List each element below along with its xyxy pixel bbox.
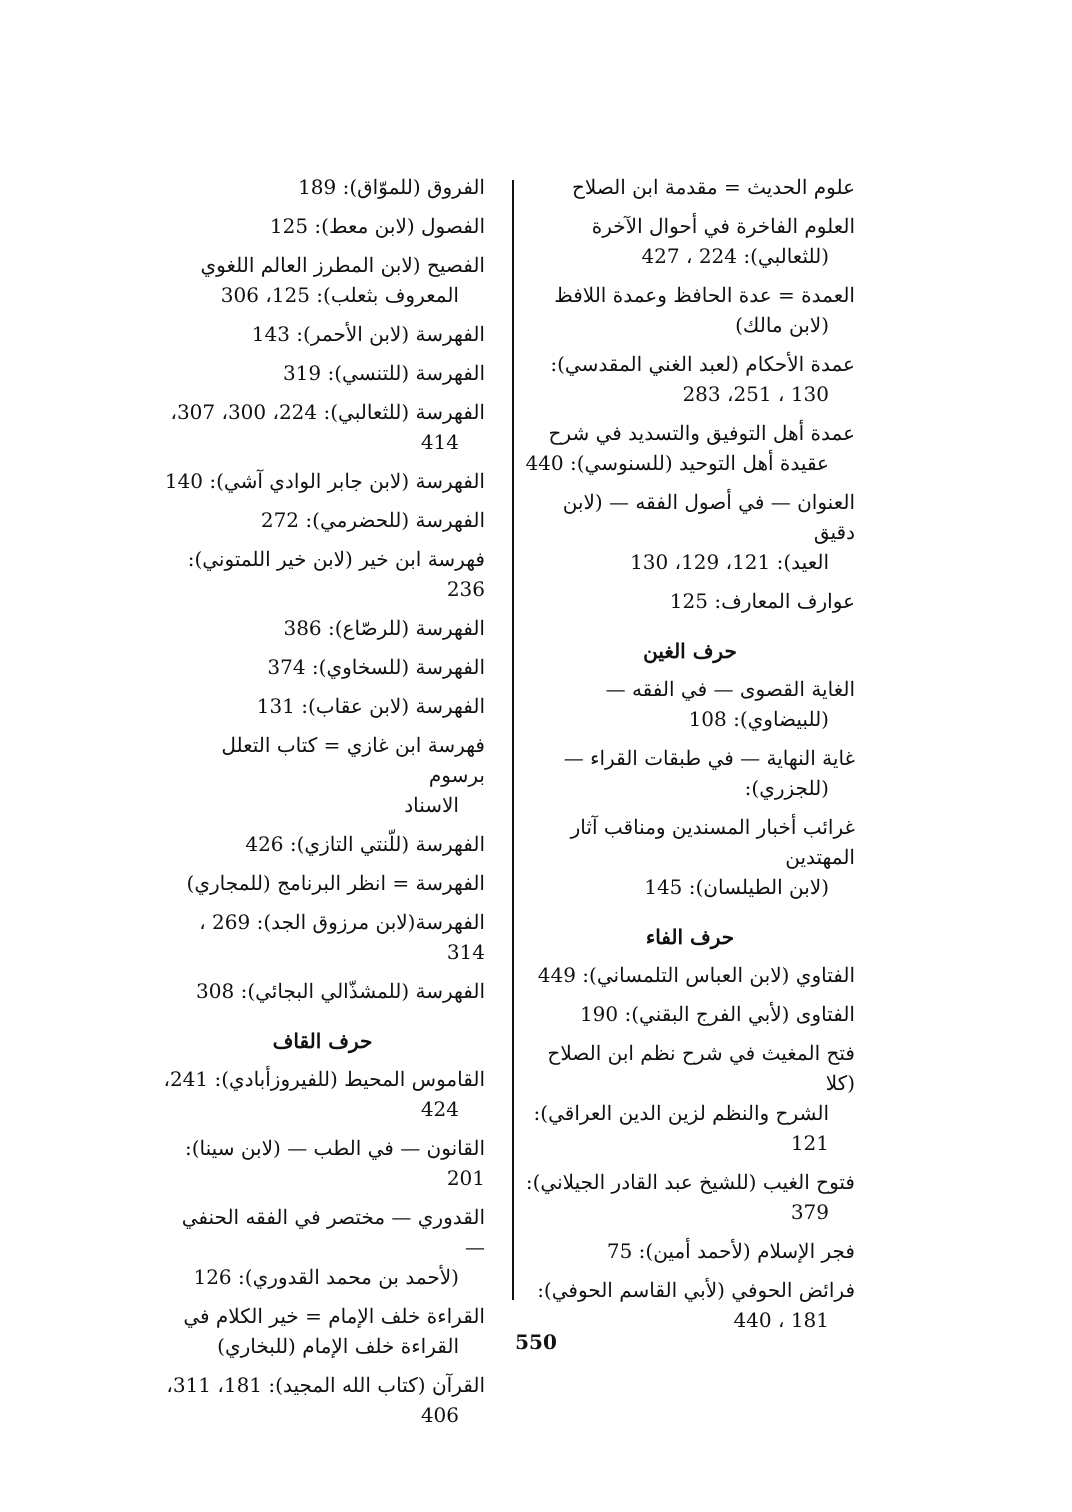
entry-title: الفروق (للموّاق): 189	[298, 175, 485, 199]
entry-title: الفهرسة = انظر البرنامج (للمجاري)	[186, 871, 485, 895]
index-entry	[525, 1038, 855, 1158]
entry-continuation: المعروف بثعلب): 125، 306	[220, 283, 459, 307]
entry-title: الفهرسة (لابن الأحمر): 143	[251, 322, 485, 346]
entry-continuation: (للجزري):	[744, 776, 829, 800]
index-entry	[525, 418, 855, 478]
entry-continuation: الاسناد	[404, 793, 459, 817]
entry-title: القانون — في الطب — (لابن سينا): 201	[185, 1136, 485, 1190]
index-entry	[525, 743, 855, 803]
entry-continuation: (للثعالبي): 224 ، 427	[641, 244, 829, 268]
entry-continuation: 424	[420, 1097, 459, 1121]
index-entry	[160, 1202, 485, 1292]
entry-title: غاية النهاية — في طبقات القراء —	[563, 746, 855, 770]
page-number: 550	[515, 1330, 557, 1354]
entry-title: عمدة الأحكام (لعبد الغني المقدسي):	[550, 352, 855, 376]
index-entry	[160, 829, 485, 859]
entry-continuation: (لابن مالك)	[735, 313, 829, 337]
entry-title: الفصول (لابن معط): 125	[269, 214, 485, 238]
entry-title: الفهرسة(لابن مرزوق الجد): 269 ، 314	[199, 910, 485, 964]
index-entry	[160, 358, 485, 388]
index-entry	[160, 730, 485, 820]
entry-title: عوارف المعارف: 125	[669, 589, 855, 613]
entry-continuation: 121	[790, 1131, 829, 1155]
entry-title: الغاية القصوى — في الفقه —	[605, 677, 855, 701]
index-entry	[525, 211, 855, 271]
entry-continuation: (لأحمد بن محمد القدوري): 126	[193, 1265, 459, 1289]
entry-title: القدوري — مختصر في الفقه الحنفي —	[181, 1205, 485, 1259]
index-entry	[525, 812, 855, 902]
entry-continuation: 130 ، 251، 283	[682, 382, 829, 406]
entry-title: الفهرسة (للحضرمي): 272	[260, 508, 485, 532]
index-entry	[160, 652, 485, 682]
entry-title: الفهرسة (لابن عقاب): 131	[256, 694, 485, 718]
entry-title: علوم الحديث = مقدمة ابن الصلاح	[571, 175, 855, 199]
index-entry	[525, 349, 855, 409]
entry-continuation: 406	[420, 1403, 459, 1427]
entry-title: فتوح الغيب (للشيخ عبد القادر الجيلاني):	[525, 1170, 855, 1194]
index-entry	[160, 505, 485, 535]
entry-title: فجر الإسلام (لأحمد أمين): 75	[606, 1239, 855, 1263]
entry-continuation: الشرح والنظم لزين الدين العراقي):	[533, 1101, 829, 1125]
entry-continuation: عقيدة أهل التوحيد (للسنوسي): 440	[525, 451, 829, 475]
entry-title: غرائب أخبار المسندين ومناقب آثار المهتدين	[570, 815, 855, 869]
index-entry	[525, 674, 855, 734]
index-entry	[160, 691, 485, 721]
entry-title: فتح المغيث في شرح نظم ابن الصلاح (كلا	[547, 1041, 855, 1095]
index-entry	[525, 1236, 855, 1266]
entry-title: الفهرسة (للرصّاع): 386	[283, 616, 485, 640]
section-heading: حرف الفاء	[645, 925, 735, 949]
index-entry	[160, 868, 485, 898]
entry-continuation: القراءة خلف الإمام (للبخاري)	[217, 1334, 459, 1358]
index-entry	[525, 172, 855, 202]
entry-title: عمدة أهل التوفيق والتسديد في شرح	[548, 421, 855, 445]
index-entry	[525, 999, 855, 1029]
index-entry	[525, 960, 855, 990]
entry-continuation: العيد): 121، 129، 130	[630, 550, 829, 574]
entry-title: الفتاوى (لأبي الفرج البقني): 190	[579, 1002, 855, 1026]
index-entry	[160, 544, 485, 604]
index-entry	[160, 907, 485, 967]
section-heading: حرف القاف	[272, 1029, 373, 1053]
entry-title: القرآن (كتاب الله المجيد): 181، 311،	[166, 1373, 485, 1397]
index-entry	[525, 1167, 855, 1227]
index-entry	[160, 211, 485, 241]
entry-title: الفهرسة (للّنتي التازي): 426	[245, 832, 485, 856]
index-entry	[160, 1133, 485, 1193]
index-entry	[525, 280, 855, 340]
index-entry	[160, 319, 485, 349]
entry-title: الفهرسة (للثعالبي): 224، 300، 307،	[170, 400, 485, 424]
right-column	[525, 172, 855, 1344]
column-divider	[512, 180, 514, 1300]
entry-continuation: 414	[420, 430, 459, 454]
entry-title: فرائض الحوفي (لأبي القاسم الحوفي):	[537, 1278, 855, 1302]
index-entry	[160, 250, 485, 310]
index-entry	[160, 466, 485, 496]
left-column	[160, 172, 485, 1439]
index-entry	[525, 586, 855, 616]
entry-title: العنوان — في أصول الفقه — (لابن دقيق	[562, 490, 855, 544]
index-entry	[525, 1275, 855, 1335]
entry-title: القراءة خلف الإمام = خير الكلام في	[183, 1304, 485, 1328]
index-entry	[160, 397, 485, 457]
entry-continuation: (لابن الطيلسان): 145	[644, 875, 829, 899]
entry-title: الفصيح (لابن المطرز العالم اللغوي	[200, 253, 485, 277]
entry-title: الفتاوي (لابن العباس التلمساني): 449	[537, 963, 855, 987]
section-heading: حرف الغين	[643, 639, 737, 663]
entry-title: الفهرسة (للمشذّالي البجائي): 308	[196, 979, 485, 1003]
index-entry	[160, 1370, 485, 1430]
entry-title: العلوم الفاخرة في أحوال الآخرة	[591, 214, 855, 238]
entry-continuation: 379	[790, 1200, 829, 1224]
entry-title: فهرسة ابن خير (لابن خير اللمتوني): 236	[187, 547, 485, 601]
entry-title: العمدة = عدة الحافظ وعمدة اللافظ	[554, 283, 855, 307]
index-entry	[160, 613, 485, 643]
entry-title: الفهرسة (لابن جابر الوادي آشي): 140	[164, 469, 485, 493]
entry-continuation: 181 ، 440	[733, 1308, 829, 1332]
entry-title: الفهرسة (للتنسي): 319	[282, 361, 485, 385]
index-entry	[160, 976, 485, 1006]
entry-continuation: (للبيضاوي): 108	[688, 707, 829, 731]
index-entry	[160, 1064, 485, 1124]
entry-title: الفهرسة (للسخاوي): 374	[267, 655, 485, 679]
index-entry	[160, 172, 485, 202]
entry-title: القاموس المحيط (للفيروزأبادي): 241،	[163, 1067, 485, 1091]
entry-title: فهرسة ابن غازي = كتاب التعلل برسوم	[221, 733, 485, 787]
index-entry	[525, 487, 855, 577]
